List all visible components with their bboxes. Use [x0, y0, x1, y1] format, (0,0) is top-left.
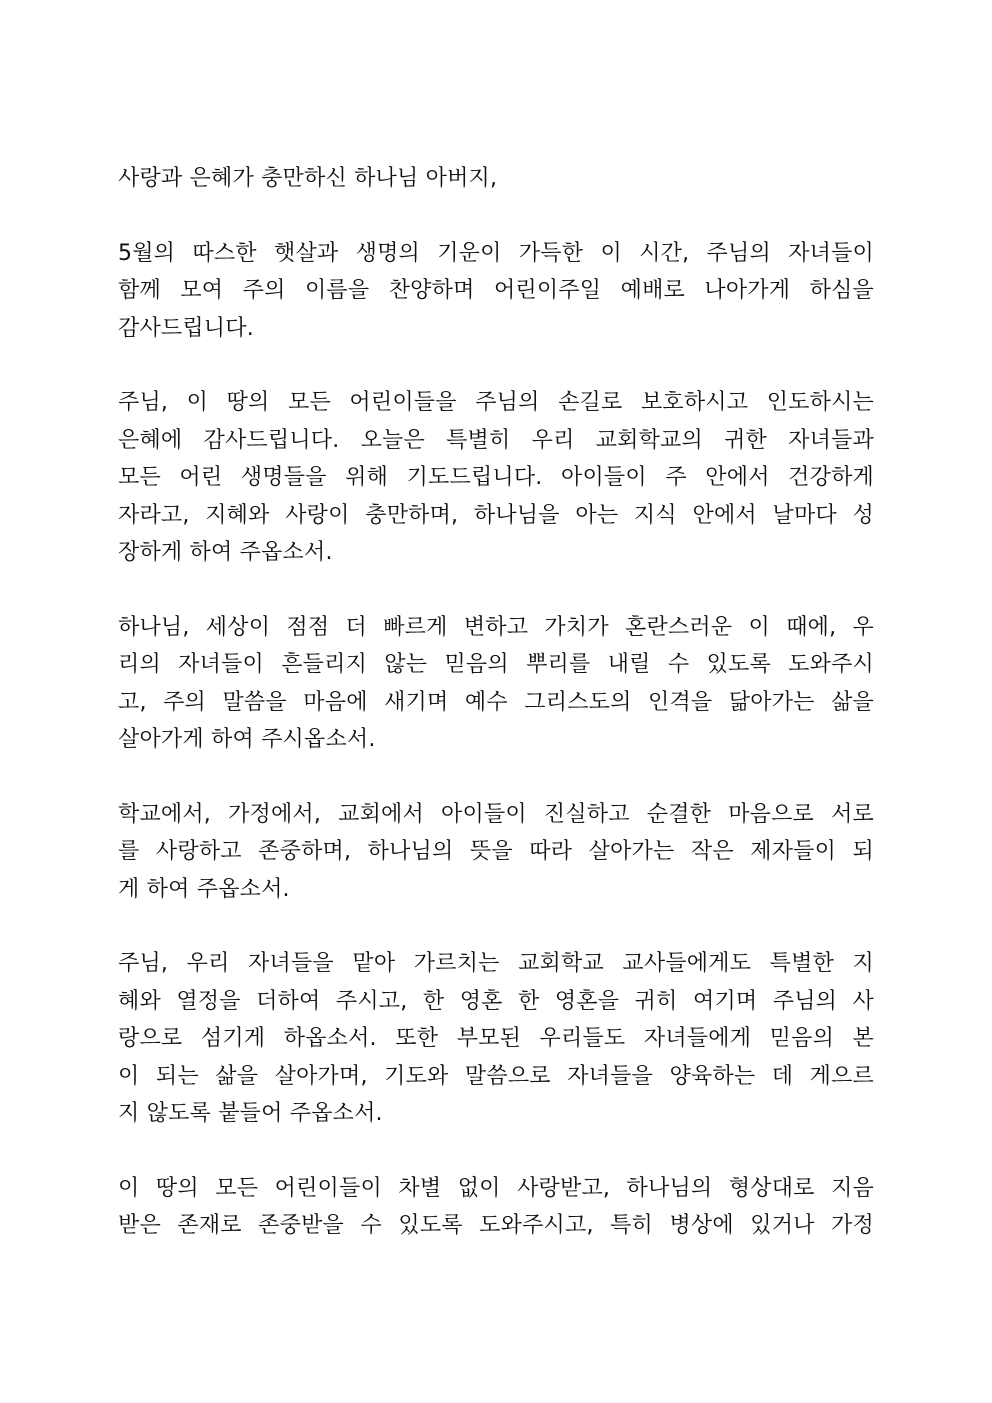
paragraph-4	[118, 796, 874, 908]
text-line: 혜와 열정을 더하여 주시고, 한 영혼 한 영혼을 귀히 여기며 주님의 사	[118, 988, 874, 1014]
text-line: 리의 자녀들이 흔들리지 않는 믿음의 뿌리를 내릴 수 있도록 도와주시	[118, 652, 874, 678]
paragraph-2	[118, 384, 874, 571]
text-line: 이 되는 삶을 살아가며, 기도와 말씀으로 자녀들을 양육하는 데 게으르	[118, 1063, 874, 1089]
text-line: 모든 어린 생명들을 위해 기도드립니다. 아이들이 주 안에서 건강하게	[118, 465, 874, 491]
text-line: 자라고, 지혜와 사랑이 충만하며, 하나님을 아는 지식 안에서 날마다 성	[118, 502, 874, 528]
text-line: 살아가게 하여 주시옵소서.	[118, 727, 376, 753]
text-line: 받은 존재로 존중받을 수 있도록 도와주시고, 특히 병상에 있거나 가정	[118, 1213, 874, 1239]
text-line: 감사드립니다.	[118, 315, 254, 341]
text-line: 은혜에 감사드립니다. 오늘은 특별히 우리 교회학교의 귀한 자녀들과	[118, 427, 874, 453]
text-line: 랑으로 섬기게 하옵소서. 또한 부모된 우리들도 자녀들에게 믿음의 본	[118, 1026, 874, 1052]
text-line: 사랑과 은혜가 충만하신 하나님 아버지,	[118, 166, 498, 191]
text-line: 를 사랑하고 존중하며, 하나님의 뜻을 따라 살아가는 작은 제자들이 되	[118, 839, 874, 865]
text-line: 학교에서, 가정에서, 교회에서 아이들이 진실하고 순결한 마음으로 서로	[118, 801, 874, 827]
text-line: 지 않도록 붙들어 주옵소서.	[118, 1101, 383, 1127]
text-line: 주님, 이 땅의 모든 어린이들을 주님의 손길로 보호하시고 인도하시는	[118, 390, 874, 416]
paragraph-6	[118, 1170, 874, 1245]
text-line: 게 하여 주옵소서.	[118, 876, 290, 902]
text-line: 하나님, 세상이 점점 더 빠르게 변하고 가치가 혼란스러운 이 때에, 우	[118, 614, 874, 640]
prayer-text	[118, 160, 874, 1282]
text-line: 고, 주의 말씀을 마음에 새기며 예수 그리스도의 인격을 닮아가는 삶을	[118, 689, 874, 715]
text-line: 이 땅의 모든 어린이들이 차별 없이 사랑받고, 하나님의 형상대로 지음	[118, 1175, 874, 1201]
paragraph-5	[118, 945, 874, 1132]
greeting-paragraph	[118, 160, 874, 197]
text-line: 함께 모여 주의 이름을 찬양하며 어린이주일 예배로 나아가게 하심을	[118, 278, 874, 304]
text-line: 주님, 우리 자녀들을 맡아 가르치는 교회학교 교사들에게도 특별한 지	[118, 951, 874, 977]
paragraph-1	[118, 235, 874, 347]
text-line: 5월의 따스한 햇살과 생명의 기운이 가득한 이 시간, 주님의 자녀들이	[118, 240, 874, 266]
text-line: 장하게 하여 주옵소서.	[118, 540, 333, 566]
paragraph-3	[118, 609, 874, 759]
